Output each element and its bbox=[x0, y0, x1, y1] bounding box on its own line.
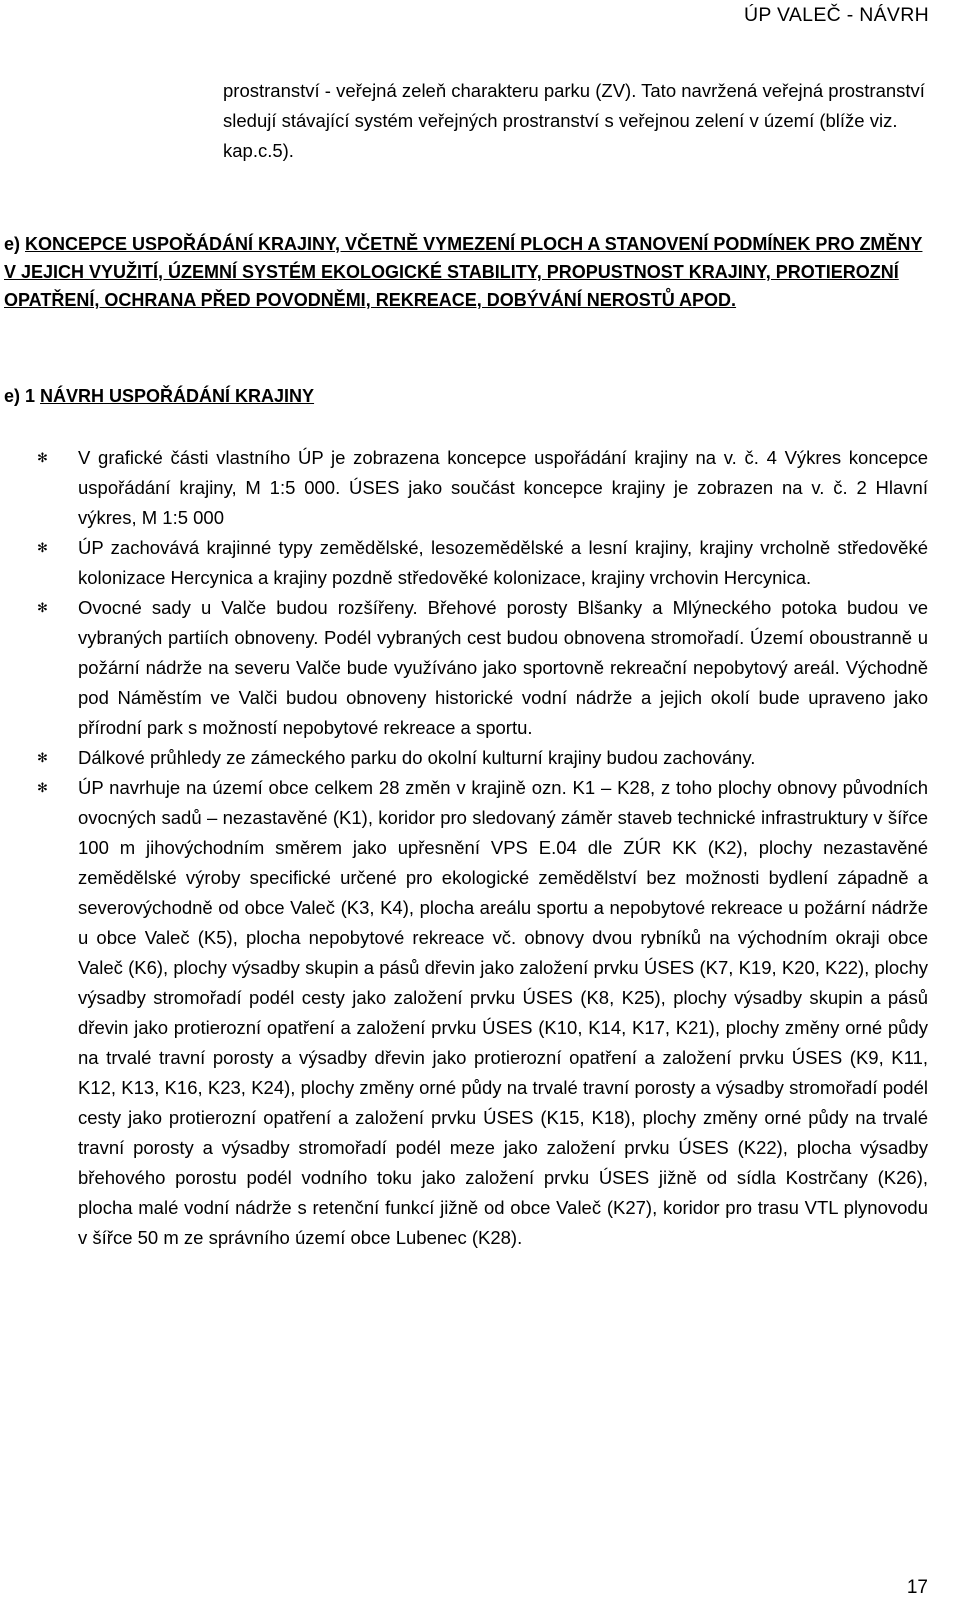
page-header-title: ÚP VALEČ - NÁVRH bbox=[743, 4, 929, 26]
list-item-text: V grafické části vlastního ÚP je zobrazena koncepce uspořádání krajiny na v. č. 4 Výkres koncepce uspořádání krajiny, M 1:5 000. ÚSES jako součást koncepce krajiny je zobrazen na v. č. 2 Hlavní výkres, M 1:5 000 bbox=[78, 447, 928, 528]
asterisk-bullet-icon: ✻ bbox=[37, 750, 48, 765]
list-item bbox=[0, 743, 928, 773]
list-item bbox=[0, 593, 928, 743]
asterisk-bullet-icon: ✻ bbox=[37, 780, 48, 795]
bullet-list bbox=[0, 443, 960, 1253]
intro-paragraph: prostranství - veřejná zeleň charakteru parku (ZV). Tato navržená veřejná prostranství sledují stávající systém veřejných prostranství s veřejnou zelení v území (blíže viz. kap.c.5). bbox=[223, 80, 925, 161]
list-item-text: ÚP navrhuje na území obce celkem 28 změn v krajině ozn. K1 – K28, z toho plochy obnovy původních ovocných sadů – nezastavěné (K1), koridor pro sledovaný záměr staveb technické infrastruktury v šířce 100 m jihovýchodním směrem jako upřesnění VPS E.04 dle ZÚR KK (K2), plochy nezastavěné zemědělské výroby specifické určené pro ekologické zemědělství bez možnosti bydlení západně a severovýchodně od obce Valeč (K3, K4), plocha areálu sportu a nepobytové rekreace u požární nádrže u obce Valeč (K5), plocha nepobytové rekreace vč. obnovy dvou rybníků na východním okraji obce Valeč (K6), plochy výsadby skupin a pásů dřevin jako založení prvku ÚSES (K7, K19, K20, K22), plochy výsadby stromořadí podél cesty jako založení prvku ÚSES (K8, K25), plochy výsadby skupin a pásů dřevin jako protierozní opatření a založení prvku ÚSES (K10, K14, K17, K21), plochy změny orné půdy na trvalé travní porosty a výsadby dřevin jako protierozní opatření a založení prvku ÚSES (K9, K11, K12, K13, K16, K23, K24), plochy změny orné půdy na trvalé travní porosty a výsadby stromořadí podél cesty jako protierozní opatření a založení prvku ÚSES (K15, K18), plochy změny orné půdy na trvalé travní porosty a výsadby stromořadí podél meze jako založení prvku ÚSES (K22), plocha výsadby břehového porostu podél vodního toku jako založení prvku ÚSES jižně od sídla Kostrčany (K26), plocha malé vodní nádrže s retenční funkcí jižně od obce Valeč (K27), koridor pro trasu VTL plynovodu v šířce 50 m ze správního území obce Lubenec (K28). bbox=[78, 777, 928, 1248]
list-item-text: ÚP zachovává krajinné typy zemědělské, lesozemědělské a lesní krajiny, krajiny vrcholně středověké kolonizace Hercynica a krajiny pozdně středověké kolonizace, krajiny vrchovin Hercynica. bbox=[78, 537, 928, 588]
asterisk-bullet-icon: ✻ bbox=[37, 450, 48, 465]
list-item-text: Ovocné sady u Valče budou rozšířeny. Břehové porosty Blšanky a Mlýneckého potoka budou ve vybraných partiích obnoveny. Podél vybraných cest budou obnovena stromořadí. Území oboustranně u požární nádrže na severu Valče bude využíváno jako sportovně rekreační nepobytový areál. Východně pod Náměstím ve Valči budou obnoveny historické vodní nádrže a jejich okolí bude upraveno jako přírodní park s možností nepobytové rekreace a sportu. bbox=[78, 597, 928, 738]
page-number: 17 bbox=[906, 1577, 928, 1598]
section-heading-prefix: e) bbox=[4, 234, 26, 254]
section-heading-title: KONCEPCE USPOŘÁDÁNÍ KRAJINY, VČETNĚ VYMEZENÍ PLOCH A STANOVENÍ PODMÍNEK PRO ZMĚNY V JEJICH VYUŽITÍ, ÚZEMNÍ SYSTÉM EKOLOGICKÉ STABILITY, PROPUSTNOST KRAJINY, PROTIEROZNÍ OPATŘENÍ, OCHRANA PŘED POVODNĚMI, REKREACE, DOBÝVÁNÍ NEROSTŮ APOD. bbox=[4, 234, 923, 310]
list-item bbox=[0, 533, 928, 593]
list-item bbox=[0, 773, 928, 1253]
list-item-text: Dálkové průhledy ze zámeckého parku do okolní kulturní krajiny budou zachovány. bbox=[78, 747, 756, 768]
sub-heading-title: NÁVRH USPOŘÁDÁNÍ KRAJINY bbox=[40, 386, 315, 406]
sub-heading-prefix: e) 1 bbox=[4, 386, 41, 406]
section-heading-e bbox=[4, 230, 934, 314]
asterisk-bullet-icon: ✻ bbox=[37, 600, 48, 615]
sub-heading-e1 bbox=[4, 382, 314, 410]
list-item bbox=[0, 443, 928, 533]
asterisk-bullet-icon: ✻ bbox=[37, 540, 48, 555]
